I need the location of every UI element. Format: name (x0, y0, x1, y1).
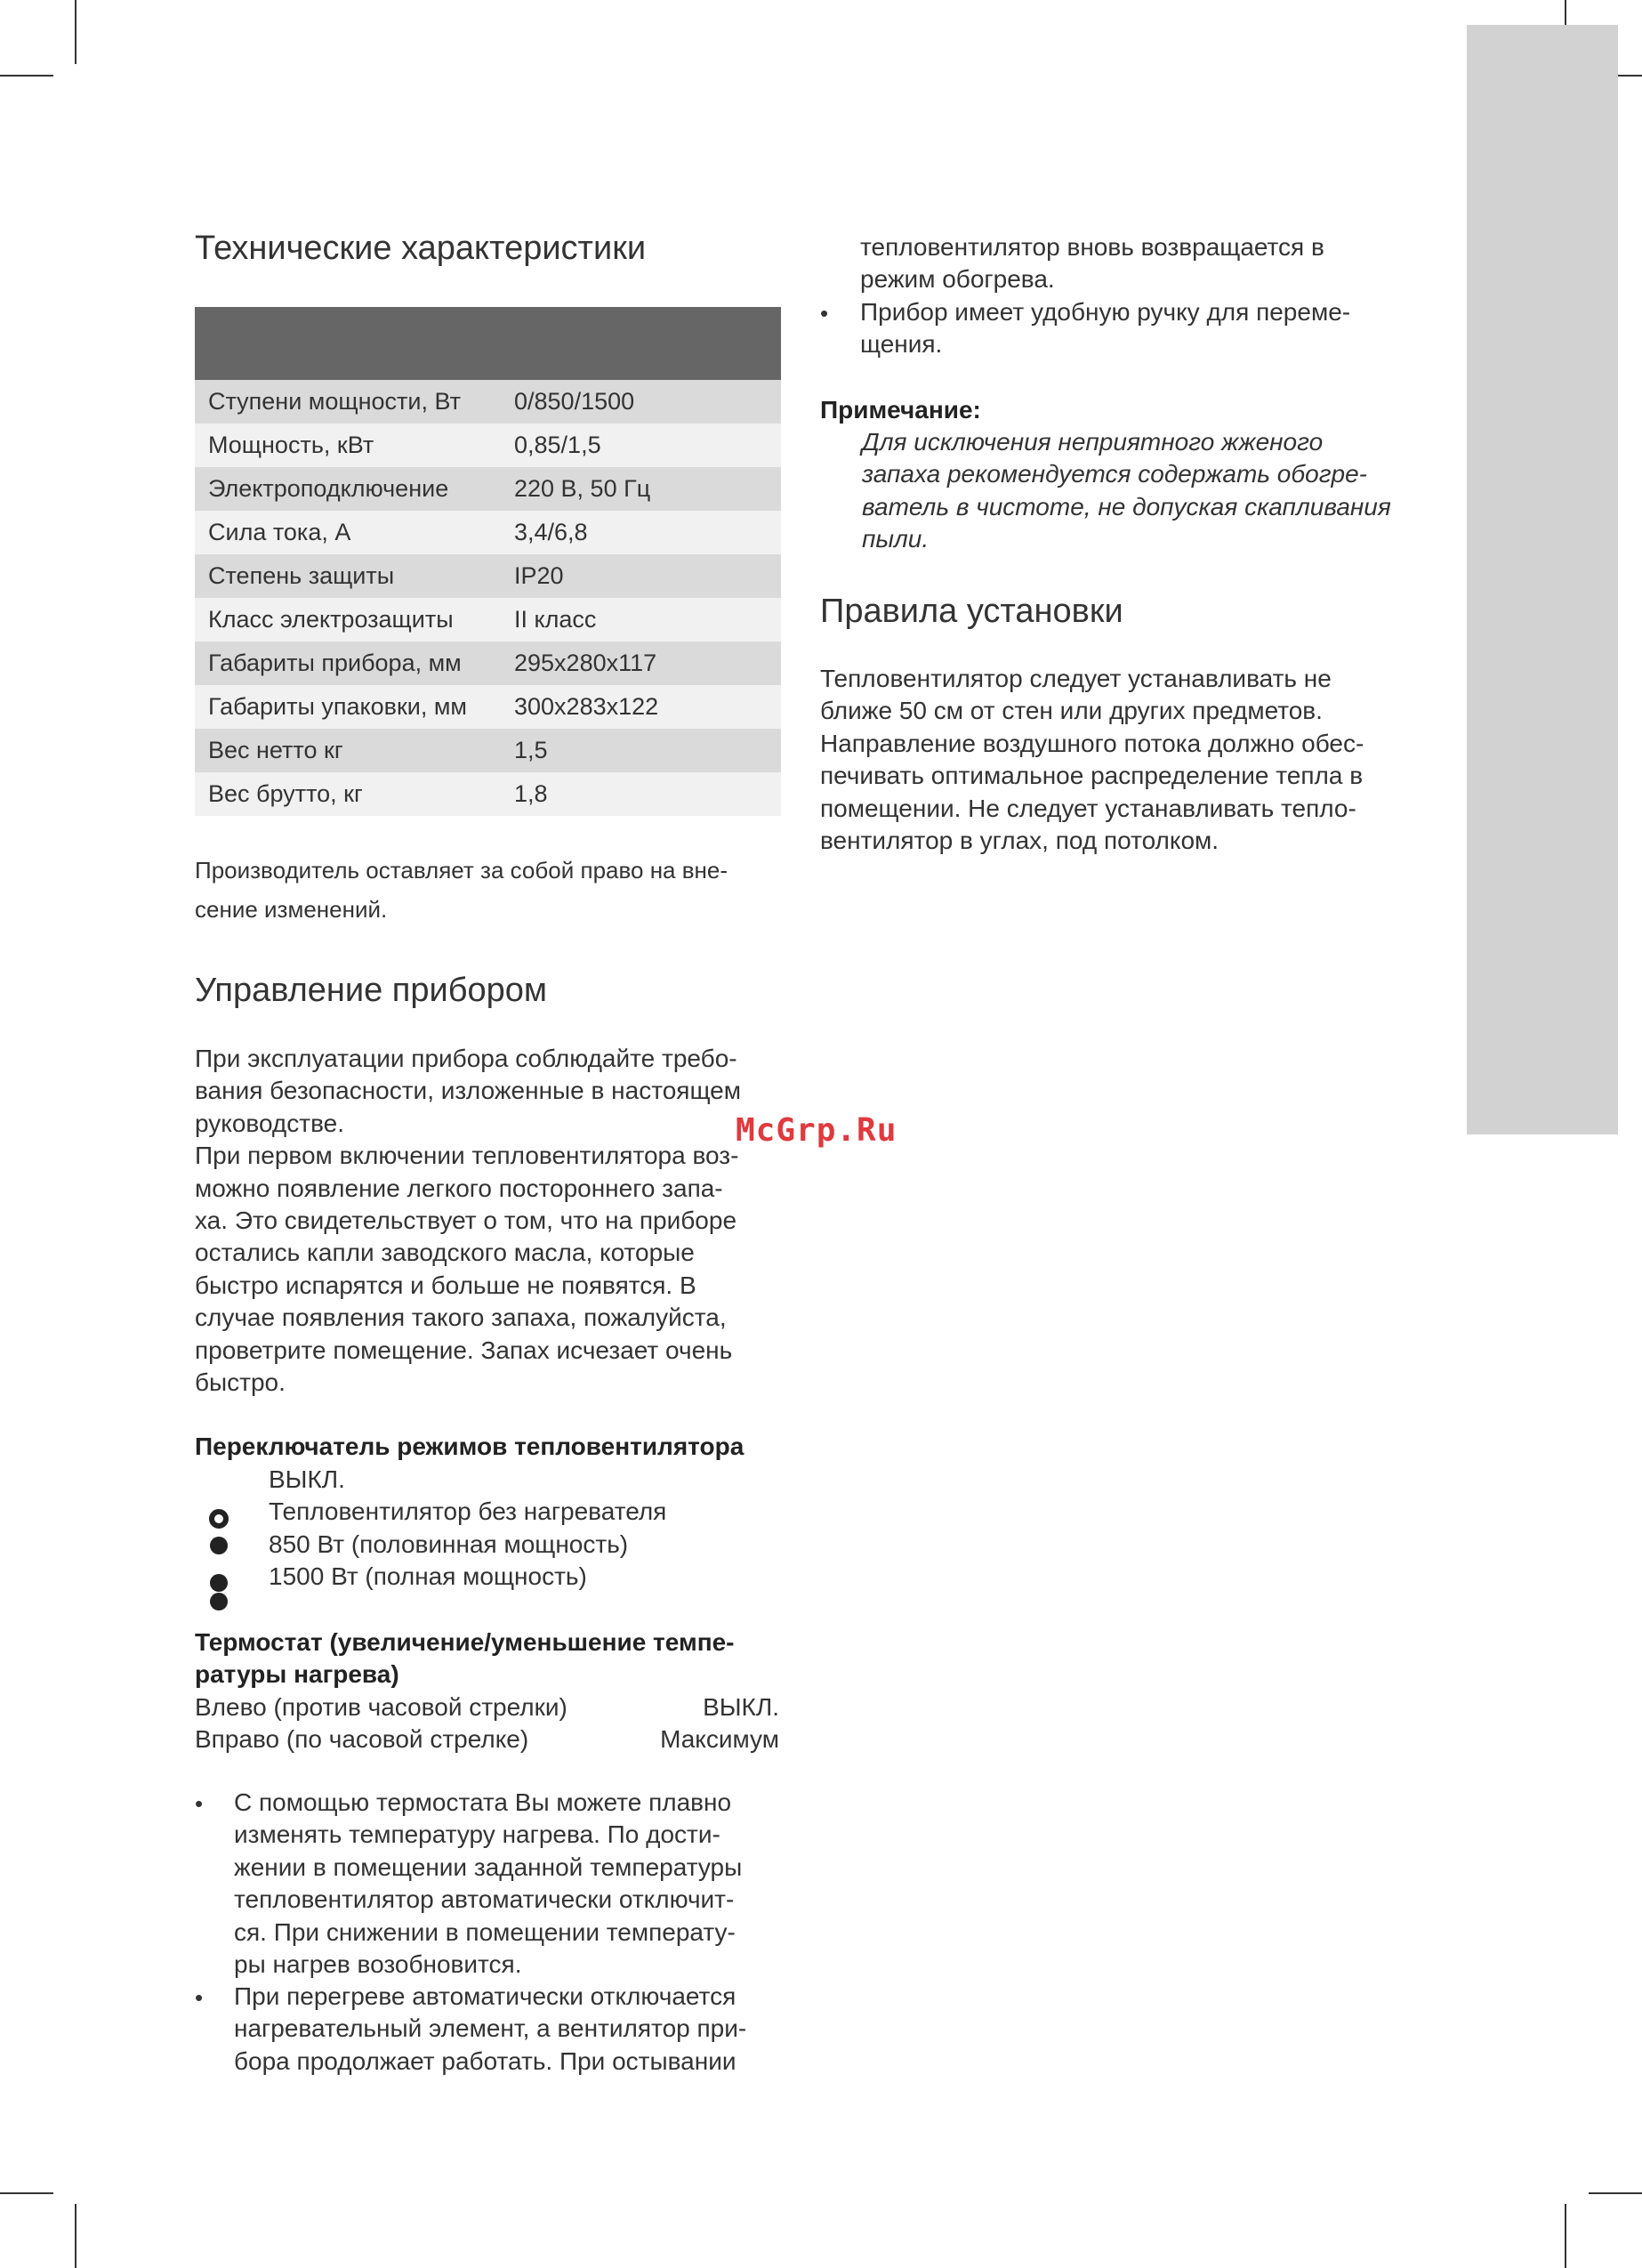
mode-fan-icon (209, 1509, 229, 1529)
control-heading: Управление прибором (195, 972, 548, 1009)
spec-label: Класс электрозащиты (208, 606, 454, 633)
spec-value: IP20 (514, 562, 564, 589)
spec-row (195, 380, 781, 424)
spec-value: 3,4/6,8 (514, 519, 588, 545)
spec-label: Мощность, кВт (208, 432, 374, 458)
mode-fan: Тепловентилятор без нагревателя (269, 1497, 667, 1526)
spec-row (195, 424, 781, 467)
install-paragraph: Тепловентилятор следует устанавливать не ближе 50 см от стен или других предметов. Направление воздушного потока должно обес- печивать оптимальное распределение тепла в помещении. Не следует устанавливать тепло- вентилятор в углах, под потолком. (820, 665, 1364, 855)
spec-table-body (195, 380, 781, 816)
thermostat-table (195, 1691, 779, 1756)
mode-half: 850 Вт (половинная мощность) (269, 1529, 629, 1558)
mode-switch-heading: Переключатель режимов тепловентилятора (195, 1433, 745, 1460)
spec-value: 295x280x117 (514, 650, 657, 676)
note-text: Для исключения неприятного жженого запаха рекомендуется содержать обогре- ватель в чистоте, не допуская скапливания пыли. (862, 428, 1391, 553)
spec-label: Вес нетто кг (208, 737, 343, 763)
thermostat-row: Вправо (по часовой стрелке) Максимум (195, 1725, 779, 1754)
spec-label: Вес брутто, кг (208, 780, 363, 807)
crop-mark (0, 2192, 53, 2194)
spec-value: 0/850/1500 (514, 388, 635, 415)
bullet-icon: • (820, 300, 829, 327)
spec-value: 300x283x122 (514, 693, 659, 720)
spec-row (195, 685, 781, 729)
mode-off: ВЫКЛ. (269, 1465, 345, 1493)
crop-mark (1565, 2204, 1566, 2268)
crop-mark (75, 0, 76, 64)
spec-table-header (195, 307, 781, 380)
crop-mark (1589, 2192, 1642, 2194)
spec-label: Габариты упаковки, мм (208, 693, 467, 720)
mode-half-icon (210, 1537, 228, 1554)
install-heading: Правила установки (820, 593, 1123, 630)
spec-label: Сила тока, А (208, 519, 351, 545)
mode-full-icon (210, 1574, 228, 1592)
overheat-bullet-continued: тепловентилятор вновь возвращается в режим обогрева. (860, 233, 1324, 294)
bullet-icon: • (195, 1790, 204, 1817)
spec-row (195, 467, 781, 511)
spec-value: II класс (514, 606, 597, 633)
spec-label: Электроподключение (208, 475, 449, 502)
note-heading: Примечание: (820, 396, 981, 424)
spec-value: 0,85/1,5 (514, 432, 601, 458)
mode-full-icon (210, 1593, 228, 1610)
crop-mark (75, 2204, 76, 2268)
spec-value: 220 В, 50 Гц (514, 475, 651, 502)
overheat-bullet: При перегреве автоматически отключается нагревательный элемент, а вентилятор при- бора продолжает работать. При остывании (234, 1982, 747, 2075)
manufacturer-note: Производитель оставляет за собой право на вне- сение изменений. (195, 857, 728, 923)
spec-label: Габариты прибора, мм (208, 650, 462, 676)
spec-row (195, 772, 781, 816)
bullet-icon: • (195, 1984, 204, 2011)
spec-label: Степень защиты (208, 562, 395, 589)
tech-specs-heading: Технические характеристики (195, 230, 647, 267)
mode-list (269, 1464, 666, 1594)
thermostat-row: Влево (против часовой стрелки) ВЫКЛ. (195, 1693, 779, 1721)
spec-row (195, 511, 781, 554)
thermostat-heading: Термостат (увеличение/уменьшение темпе- ратуры нагрева) (195, 1628, 735, 1689)
crop-mark (0, 75, 53, 77)
handle-bullet: Прибор имеет удобную ручку для переме- щения. (860, 298, 1351, 359)
spec-row (195, 729, 781, 772)
spec-label: Ступени мощности, Вт (208, 388, 461, 415)
thermostat-bullet: С помощью термостата Вы можете плавно изменять температуру нагрева. По дости- жении в помещении заданной температуры тепловентилятор автоматически отключит- ся. При снижении в помещении температу- ры нагрев возобновится. (234, 1788, 743, 1979)
spec-value: 1,8 (514, 780, 548, 807)
control-paragraph: При эксплуатации прибора соблюдайте требо- вания безопасности, изложенные в настоящем руководстве. При первом включении тепловентилятора воз- можно появление легкого постороннего запа- ха. Это свидетельствует о том, что на приборе остались капли заводского масла, которые быстро испарятся и больше не появятся. В случае появления такого запаха, пожалуйста, проветрите помещение. Запах исчезает очень быстро. (195, 1045, 742, 1397)
spec-row (195, 554, 781, 598)
side-tab (1467, 25, 1618, 1134)
spec-row (195, 598, 781, 642)
watermark: McGrp.Ru (736, 1112, 897, 1149)
spec-row (195, 642, 781, 685)
spec-table (195, 307, 781, 816)
mode-full: 1500 Вт (полная мощность) (269, 1562, 587, 1591)
spec-value: 1,5 (514, 737, 548, 763)
